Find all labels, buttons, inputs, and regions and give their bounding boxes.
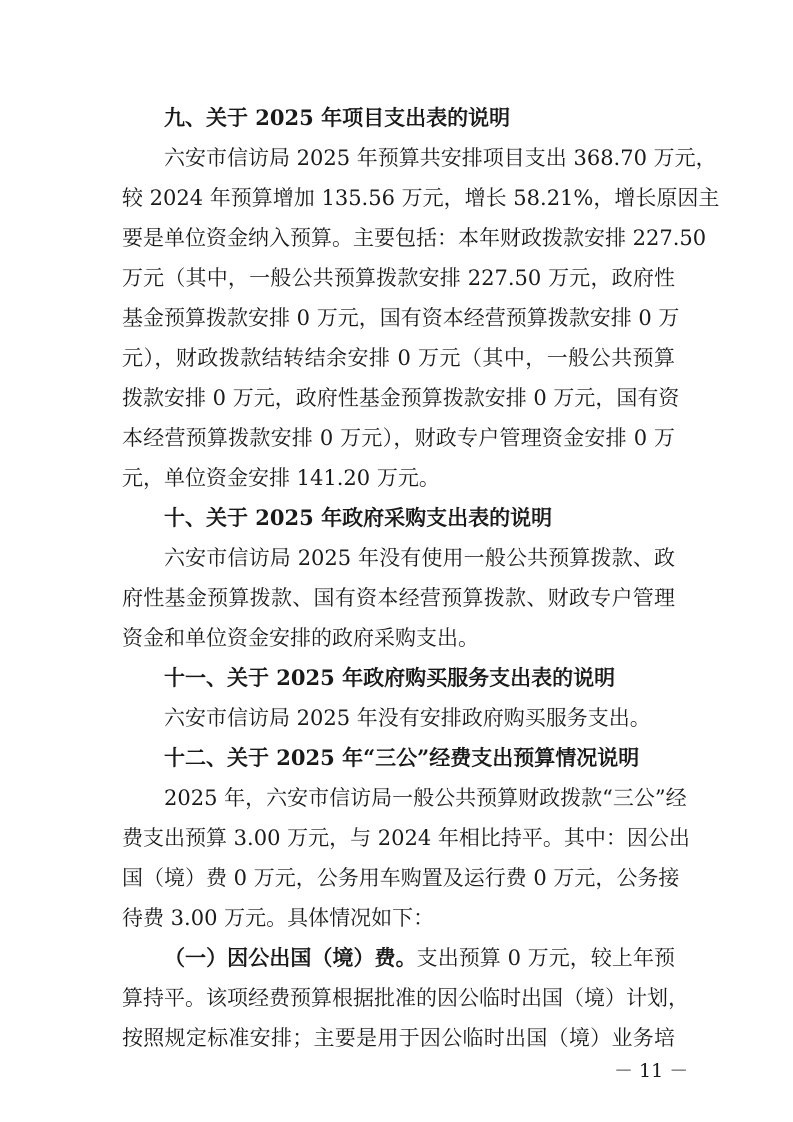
paragraph-line: 府性基金预算拨款、国有资本经营预算拨款、财政专户管理 <box>122 586 675 610</box>
page-number: － 11 － <box>614 1060 689 1082</box>
paragraph-line: 较 2024 年预算增加 135.56 万元，增长 58.21%，增长原因主 <box>122 186 720 210</box>
paragraph-line: 要是单位资金纳入预算。主要包括：本年财政拨款安排 227.50 <box>122 226 707 250</box>
paragraph-line: 六安市信访局 2025 年没有使用一般公共预算拨款、政 <box>164 546 675 570</box>
paragraph-line: 本经营预算拨款安排 0 万元），财政专户管理资金安排 0 万 <box>122 426 675 450</box>
section-heading-9: 九、关于 2025 年项目支出表的说明 <box>164 105 511 130</box>
paragraph-line: 国（境）费 0 万元，公务用车购置及运行费 0 万元，公务接 <box>122 866 680 890</box>
section-heading-10: 十、关于 2025 年政府采购支出表的说明 <box>164 505 553 530</box>
subitem-title: （一）因公出国（境）费。 <box>164 945 417 970</box>
subitem-text: 支出预算 0 万元，较上年预 <box>416 946 675 970</box>
paragraph-line: 2025 年，六安市信访局一般公共预算财政拨款“三公”经 <box>164 786 687 810</box>
paragraph-line: 拨款安排 0 万元，政府性基金预算拨款安排 0 万元，国有资 <box>122 386 680 410</box>
paragraph-line: 资金和单位资金安排的政府采购支出。 <box>122 626 479 650</box>
paragraph-line: 元，单位资金安排 141.20 万元。 <box>122 466 440 490</box>
section-heading-11: 十一、关于 2025 年政府购买服务支出表的说明 <box>164 665 616 690</box>
section-heading-12: 十二、关于 2025 年“三公”经费支出预算情况说明 <box>164 745 640 770</box>
paragraph-line: 万元（其中，一般公共预算拨款安排 227.50 万元，政府性 <box>122 266 675 290</box>
paragraph-line: 算持平。该项经费预算根据批准的因公临时出国（境）计划， <box>122 986 689 1010</box>
subitem-line <box>164 941 675 975</box>
paragraph-line: 六安市信访局 2025 年没有安排政府购买服务支出。 <box>164 706 651 730</box>
paragraph-line: 六安市信访局 2025 年预算共安排项目支出 368.70 万元， <box>164 146 717 170</box>
paragraph-line: 元），财政拨款结转结余安排 0 万元（其中，一般公共预算 <box>122 346 675 370</box>
paragraph-line: 待费 3.00 万元。具体情况如下： <box>122 906 435 930</box>
paragraph-line: 费支出预算 3.00 万元，与 2024 年相比持平。其中：因公出 <box>122 826 690 850</box>
paragraph-line: 基金预算拨款安排 0 万元，国有资本经营预算拨款安排 0 万 <box>122 306 680 330</box>
paragraph-line: 按照规定标准安排；主要是用于因公临时出国（境）业务培 <box>122 1026 675 1050</box>
